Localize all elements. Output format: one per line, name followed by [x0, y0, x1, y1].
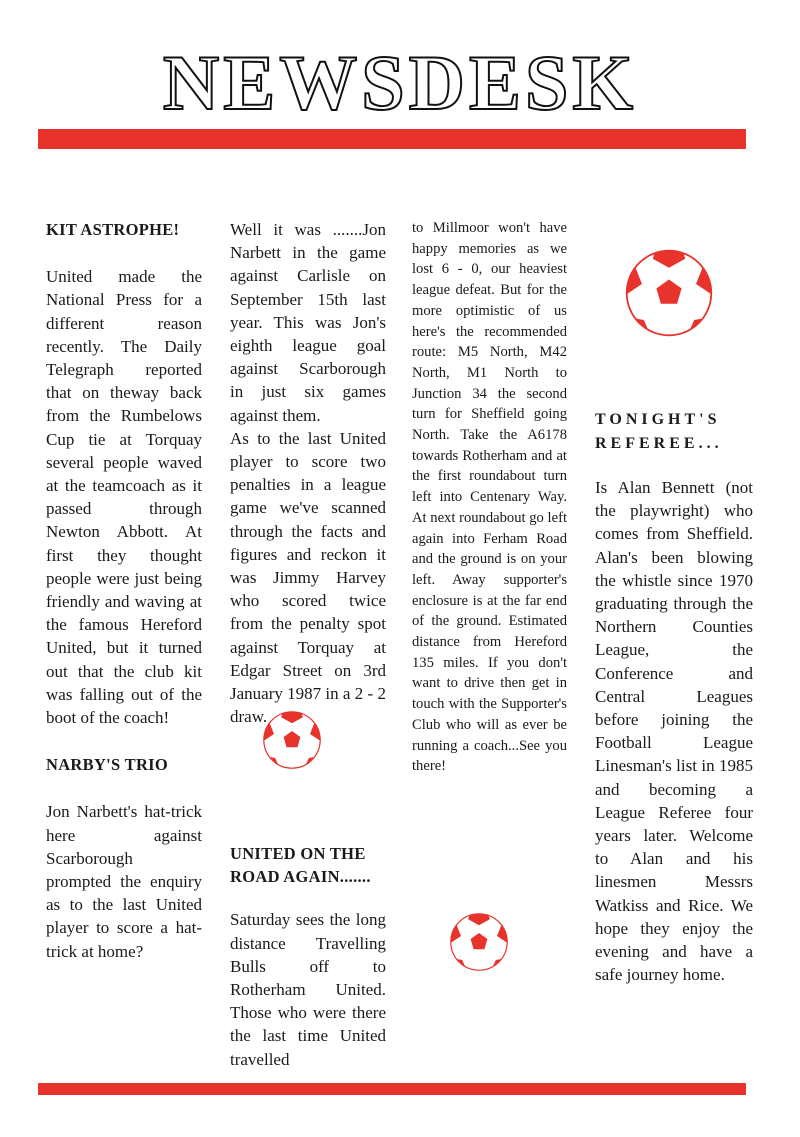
football-icon: [449, 912, 509, 972]
kit-astrophe-body: United made the National Press for a different reason recently. The Daily Telegraph reported that on theway back from the Rumbelows Cup tie at Torquay several people waved at the teamcoach as it passed through Newton Abbott. At first they thought people were just being friendly and waving at the famous Hereford United, but it turned out that the club kit was falling out of the boot of the coach!: [46, 267, 202, 728]
football-icon: [624, 248, 714, 338]
column-4: [595, 408, 753, 986]
united-on-the-road-body-continued: to Millmoor won't have happy memories as we lost 6 - 0, our heaviest league defeat. But for the more optimistic of us here's the recommended route: M5 North, M42 North, M1 North to Junction 34 the second turn for Sheffield going North. Take the A6178 towards Rotherham and at the first roundabout turn left into Centenary Way. At next roundabout go left again into Ferham Road and the ground is on your left. Away supporter's enclosure is at the far end of the ground. Estimated distance from Hereford 135 miles. If you don't want to drive then get in touch with the Supporter's Club who will as ever be running a coach...See you there!: [412, 220, 567, 775]
column-1: [46, 218, 202, 963]
kit-astrophe-heading: KIT ASTROPHE!: [46, 220, 180, 239]
united-on-the-road-body: Saturday sees the long distance Travelling Bulls off to Rotherham United. Those who were there the last time United travelled: [230, 910, 386, 1069]
column-2-lower: [230, 842, 386, 1071]
narbys-trio-body: Jon Narbett's hat-trick here against Scarborough prompted the enquiry as to the last United player to score a hat-trick at home?: [46, 802, 202, 961]
tonights-referee-heading: TONIGHT'S REFEREE...: [595, 411, 723, 452]
column-2: [230, 218, 386, 728]
penalties-body: As to the last United player to score two penalties in a league game we've scanned through the facts and figures and reckon it was Jimmy Harvey who scored twice from the penalty spot against Torquay at Edgar Street on 3rd January 1987 in a 2 - 2 draw.: [230, 428, 386, 727]
united-on-the-road-heading: UNITED ON THE ROAD AGAIN.......: [230, 844, 371, 887]
top-red-rule: [38, 129, 746, 149]
masthead-title: NEWSDESK: [162, 39, 638, 126]
column-3: [412, 218, 567, 777]
football-icon: [262, 710, 322, 770]
bottom-red-rule: [38, 1083, 746, 1095]
narbys-trio-heading: NARBY'S TRIO: [46, 755, 169, 775]
tonights-referee-body: Is Alan Bennett (not the playwright) who comes from Sheffield. Alan's been blowing the whistle since 1970 graduating through the Northern Counties League, the Conference and Central Leagues before joining the Football League Linesman's list in 1985 and becoming a League Referee four years later. Welcome to Alan and his linesmen Messrs Watkiss and Rice. We hope they enjoy the evening and have a safe journey home.: [595, 478, 753, 985]
narbys-trio-body-continued: Well it was .......Jon Narbett in the game against Carlisle on September 15th last year. This was Jon's eighth league goal against Scarborough in just six games against them.: [230, 220, 386, 425]
